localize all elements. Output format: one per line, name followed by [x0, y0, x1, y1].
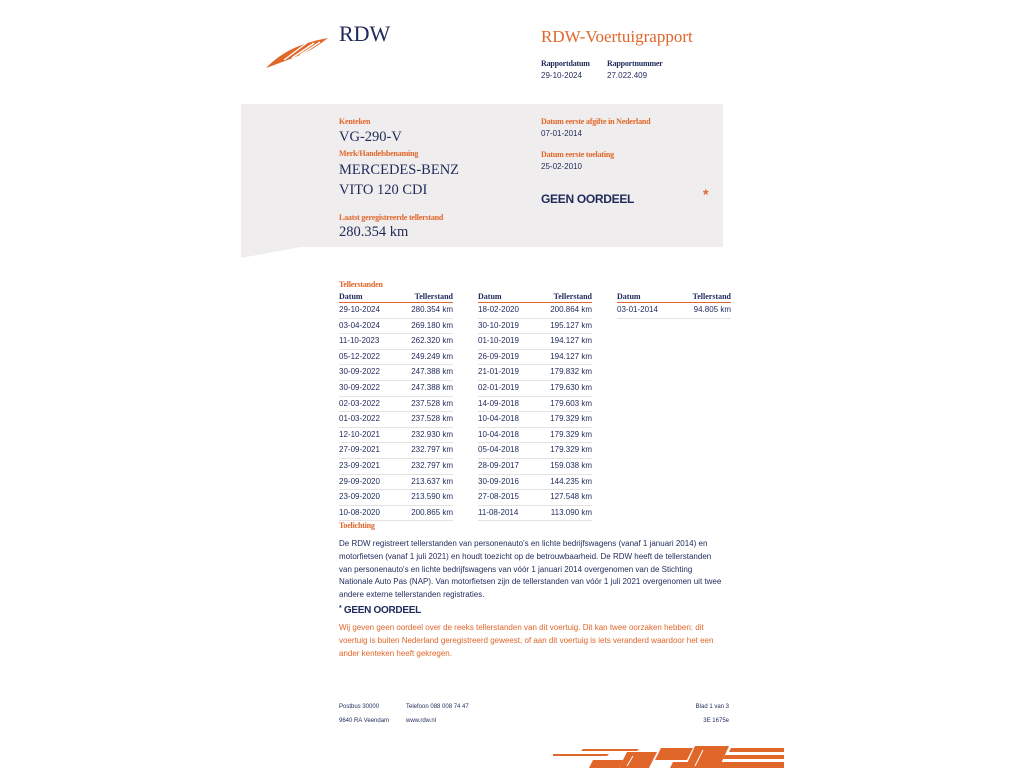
reading-date: 11-10-2023	[339, 336, 380, 346]
reading-date: 28-09-2017	[478, 460, 519, 470]
reading-value: 94.805 km	[693, 305, 731, 314]
readings-rows	[617, 303, 731, 319]
reading-value: 232.797 km	[411, 445, 453, 455]
table-row	[478, 412, 592, 428]
reading-date: 27-09-2021	[339, 445, 380, 455]
reading-value: 237.528 km	[411, 398, 453, 408]
table-row	[339, 303, 453, 319]
reading-value: 179.329 km	[550, 414, 592, 424]
reading-value: 144.235 km	[550, 476, 592, 486]
rdw-feather-logo	[264, 34, 330, 70]
reading-date: 10-04-2018	[478, 414, 519, 424]
reading-date: 10-08-2020	[339, 507, 380, 517]
table-row	[478, 475, 592, 491]
table-row	[339, 459, 453, 475]
readings-column-1	[339, 292, 453, 521]
reading-value: 179.832 km	[550, 367, 592, 377]
reading-value: 280.354 km	[411, 305, 453, 314]
table-row	[478, 350, 592, 366]
reading-value: 213.637 km	[411, 476, 453, 486]
reading-value: 113.090 km	[550, 507, 592, 517]
reading-date: 30-09-2022	[339, 382, 380, 392]
footer-city: 9640 RA Veendam	[339, 718, 390, 724]
first-nl-date: 07-01-2014	[541, 129, 582, 138]
reading-date: 18-02-2020	[478, 305, 519, 314]
readings-header	[617, 292, 731, 303]
reading-value: 262.320 km	[411, 336, 453, 346]
table-row	[339, 475, 453, 491]
reading-value: 194.127 km	[550, 351, 592, 361]
table-row	[478, 381, 592, 397]
table-row	[478, 506, 592, 522]
reading-date: 02-01-2019	[478, 382, 519, 392]
footer-po-box: Postbus 30000	[339, 704, 380, 710]
readings-rows	[339, 303, 453, 521]
panel-notch	[241, 247, 301, 258]
report-date: 29-10-2024	[541, 71, 582, 80]
table-row	[478, 319, 592, 335]
reading-date: 03-04-2024	[339, 320, 380, 330]
col-date-header: Datum	[617, 292, 641, 301]
reading-value: 249.249 km	[411, 351, 453, 361]
table-row	[339, 443, 453, 459]
reading-date: 23-09-2020	[339, 492, 380, 502]
reading-value: 232.797 km	[411, 460, 453, 470]
table-row	[339, 365, 453, 381]
verdict-asterisk: *	[703, 186, 709, 202]
explanation-body: De RDW registreert tellerstanden van personenauto's en lichte bedrijfswagens (vanaf 1 januari 2014) en motorfietsen (vanaf 1 juli 2021) en houdt toezicht op de betrouwbaarheid. De RDW heeft de tellerstanden van personenauto's en lichte bedrijfswagens van vóór 1 januari 2014 overgenomen van de Stichting Nationale Auto Pas (NAP). Van motorfietsen zijn de tellerstanden van vóór 1 juli 2021 overgenomen uit twee andere externe tellerstanden registraties.	[339, 539, 722, 600]
license-plate: VG-290-V	[339, 129, 402, 145]
report-number-label: Rapportnummer	[607, 59, 663, 68]
table-row	[339, 381, 453, 397]
reading-value: 179.329 km	[550, 445, 592, 455]
verdict-heading	[339, 605, 421, 616]
col-date-header: Datum	[478, 292, 502, 301]
readings-rows	[478, 303, 592, 521]
footer-page-number: Blad 1 van 3	[695, 704, 729, 710]
readings-column-2	[478, 292, 592, 521]
table-row	[339, 350, 453, 366]
table-row	[339, 334, 453, 350]
reading-date: 30-09-2016	[478, 476, 519, 486]
reading-date: 29-09-2020	[339, 476, 380, 486]
reading-date: 14-09-2018	[478, 398, 519, 408]
reading-value: 232.930 km	[411, 429, 453, 439]
reading-value: 247.388 km	[411, 382, 453, 392]
reading-value: 159.038 km	[550, 460, 592, 470]
table-row	[478, 365, 592, 381]
reading-date: 26-09-2019	[478, 351, 519, 361]
table-row	[478, 459, 592, 475]
table-row	[617, 303, 731, 319]
reading-value: 179.329 km	[550, 429, 592, 439]
reading-value: 179.630 km	[550, 382, 592, 392]
footer-code: 3E 1675e	[703, 718, 729, 724]
make-label: Merk/Handelsbenaming	[339, 149, 419, 158]
org-name: RDW	[339, 21, 391, 46]
table-row	[339, 397, 453, 413]
table-row	[478, 490, 592, 506]
report-title: RDW-Voertuigrapport	[541, 27, 693, 46]
reading-date: 30-10-2019	[478, 320, 519, 330]
readings-header	[339, 292, 453, 303]
reading-date: 30-09-2022	[339, 367, 380, 377]
reading-value: 200.865 km	[411, 507, 453, 517]
readings-title: Tellerstanden	[339, 280, 383, 289]
reading-value: 195.127 km	[550, 320, 592, 330]
reading-date: 05-12-2022	[339, 351, 380, 361]
col-date-header: Datum	[339, 292, 363, 301]
reading-date: 01-03-2022	[339, 414, 380, 424]
reading-value: 269.180 km	[411, 320, 453, 330]
last-odometer: 280.354 km	[339, 224, 409, 240]
table-row	[478, 334, 592, 350]
table-row	[478, 443, 592, 459]
readings-header	[478, 292, 592, 303]
plate-label: Kenteken	[339, 117, 371, 126]
footer-website[interactable]: www.rdw.nl	[406, 718, 437, 724]
vehicle-model: VITO 120 CDI	[339, 182, 428, 198]
table-row	[478, 428, 592, 444]
readings-column-3	[617, 292, 731, 319]
table-row	[478, 303, 592, 319]
table-row	[478, 397, 592, 413]
reading-value: 247.388 km	[411, 367, 453, 377]
explanation-title: Toelichting	[339, 521, 375, 530]
first-admission-date: 25-02-2010	[541, 162, 582, 171]
table-row	[339, 506, 453, 522]
reading-date: 10-04-2018	[478, 429, 519, 439]
reading-date: 02-03-2022	[339, 398, 380, 408]
verdict-heading-mark: *	[339, 605, 342, 612]
verdict-explanation: Wij geven geen oordeel over de reeks tellerstanden van dit voertuig. Dit kan twee oorzaken hebben: dit voertuig is buiten Nederland geregistreerd geweest, of aan dit voertuig is iets veranderd waardoor het een ander kenteken heeft gekregen.	[339, 623, 714, 658]
reading-value: 194.127 km	[550, 336, 592, 346]
col-value-header: Tellerstand	[553, 292, 592, 301]
table-row	[339, 319, 453, 335]
reading-date: 05-04-2018	[478, 445, 519, 455]
reading-date: 01-10-2019	[478, 336, 519, 346]
footer-phone: Telefoon 088 008 74 47	[406, 704, 469, 710]
footer-stripes-graphic	[553, 746, 784, 768]
odometer-label: Laatst geregistreerde tellerstand	[339, 213, 444, 222]
col-value-header: Tellerstand	[692, 292, 731, 301]
first-admission-label: Datum eerste toelating	[541, 150, 614, 159]
reading-date: 21-01-2019	[478, 367, 519, 377]
reading-value: 237.528 km	[411, 414, 453, 424]
reading-date: 23-09-2021	[339, 460, 380, 470]
col-value-header: Tellerstand	[414, 292, 453, 301]
table-row	[339, 412, 453, 428]
reading-date: 29-10-2024	[339, 305, 380, 314]
table-row	[339, 490, 453, 506]
table-row	[339, 428, 453, 444]
reading-date: 03-01-2014	[617, 305, 658, 314]
reading-date: 27-08-2015	[478, 492, 519, 502]
reading-date: 11-08-2014	[478, 507, 519, 517]
reading-value: 179.603 km	[550, 398, 592, 408]
verdict: GEEN OORDEEL	[541, 192, 635, 206]
report-number: 27.022.409	[607, 71, 648, 80]
reading-value: 213.590 km	[411, 492, 453, 502]
report-date-label: Rapportdatum	[541, 59, 590, 68]
reading-value: 127.548 km	[550, 492, 592, 502]
vehicle-make: MERCEDES-BENZ	[339, 162, 460, 178]
reading-date: 12-10-2021	[339, 429, 380, 439]
reading-value: 200.864 km	[550, 305, 592, 314]
first-nl-label: Datum eerste afgifte in Nederland	[541, 117, 651, 126]
vehicle-info-panel	[241, 104, 723, 247]
verdict-heading-text: GEEN OORDEEL	[343, 605, 421, 616]
